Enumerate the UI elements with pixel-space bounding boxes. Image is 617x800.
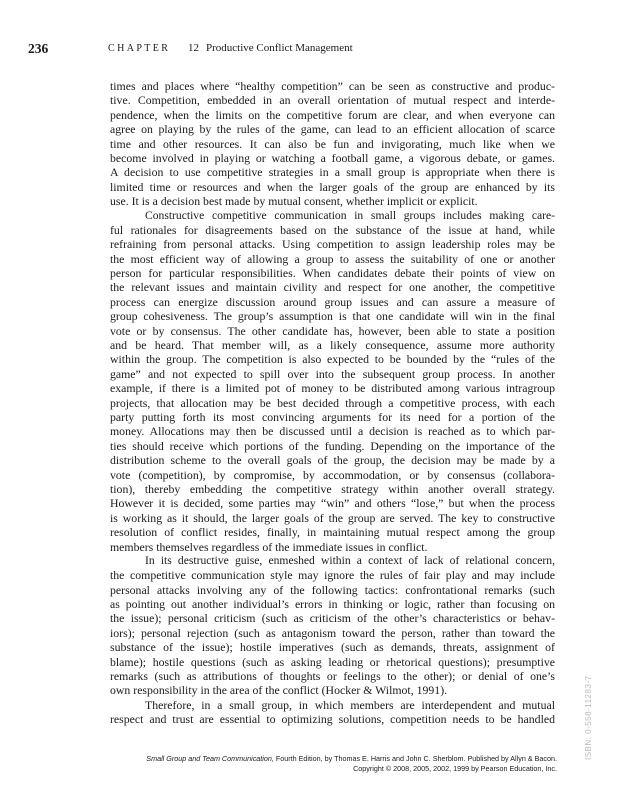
text-line: money. Allocations may then be discussed until a decision is reached as to which par-: [110, 424, 555, 439]
text-line: pendence, when the limits on the competitive forum are clear, and when everyone can: [110, 107, 555, 122]
text-line: the competitive communication style may ignore the rules of fair play and may include: [110, 568, 555, 583]
text-line: limited time or resources and when the larger goals of the group are enhanced by its: [110, 179, 555, 194]
body-text: [110, 79, 555, 727]
text-line: the relevant issues and maintain civility and respect for one another, the competitive: [110, 280, 555, 295]
text-line: own responsibility in the area of the conflict (Hocker & Wilmot, 1991).: [110, 683, 448, 698]
text-line: vote or by consensus. The other candidate has, however, been able to state a position: [110, 323, 555, 338]
text-line: agree on playing by the rules of the game, can lead to an efficient allocation of scarce: [110, 122, 555, 137]
copyright-footer: [146, 754, 557, 774]
chapter-number: 12: [188, 42, 199, 54]
text-line: However it is decided, some parties may “win” and others “lose,” but when the process: [110, 496, 555, 511]
footer-line-2: Copyright © 2008, 2005, 2002, 1999 by Pearson Education, Inc.: [353, 764, 557, 773]
text-line: resolution of conflict resides, finally, in maintaining mutual respect among the group: [110, 525, 555, 540]
text-line: tive. Competition, embedded in an overall orientation of mutual respect and interde-: [110, 93, 555, 108]
text-line: party putting forth its most convincing arguments for its need for a portion of the: [110, 409, 555, 424]
chapter-title: Productive Conflict Management: [206, 42, 353, 54]
text-line: Therefore, in a small group, in which members are interdependent and mutual: [145, 697, 555, 712]
text-line: as pointing out another individual’s errors in thinking or logic, rather than focusing on: [110, 597, 555, 612]
text-line: vote (competition), by compromise, by accommodation, or by consensus (collabora-: [110, 467, 555, 482]
text-line: process can energize discussion around group issues and can assure a measure of: [110, 294, 555, 309]
text-line: the issue); personal criticism (such as criticism of the other’s characteristics or behav-: [110, 611, 555, 626]
text-line: refraining from personal attacks. Using competition to assign leadership roles may be: [110, 237, 555, 252]
text-line: become involved in playing or watching a football game, a vigorous debate, or games.: [110, 150, 555, 165]
text-line: use. It is a decision best made by mutual consent, whether implicit or explicit.: [110, 194, 478, 209]
running-header: [28, 42, 588, 58]
isbn-margin-note: ISBN: 0-558-11283-7: [584, 675, 593, 760]
footer-publication-info: Fourth Edition, by Thomas E. Harris and John C. Sherblom. Published by Allyn & Bacon.: [273, 754, 557, 763]
text-line: tion), thereby embedding the competitive strategy within another overall strategy.: [110, 481, 555, 496]
text-line: members themselves regardless of the immediate issues in conflict.: [110, 539, 428, 554]
footer-book-title: Small Group and Team Communication,: [146, 754, 274, 763]
text-line: person for particular responsibilities. When candidates debate their points of view on: [110, 266, 555, 281]
text-line: time and other resources. It can also be fun and invigorating, much like when we: [110, 136, 555, 151]
text-line: substance of the issue); hostile imperatives (such as demands, threats, assignment of: [110, 640, 555, 655]
text-line: and be heard. That member will, as a likely consequence, assume more authority: [110, 338, 555, 353]
text-line: the most efficient way of allowing a group to assess the suitability of one or another: [110, 251, 555, 266]
text-line: A decision to use competitive strategies in a small group is appropriate when there is: [110, 165, 555, 180]
text-line: example, if there is a limited pot of money to be distributed among various intragroup: [110, 381, 555, 396]
chapter-label: CHAPTER: [108, 43, 171, 54]
text-line: iors); personal rejection (such as antagonism toward the person, rather than toward the: [110, 625, 555, 640]
text-line: respect and trust are essential to optimizing solutions, competition needs to be handled: [110, 712, 555, 727]
text-line: is working as it should, the larger goals of the group are served. The key to constructive: [110, 510, 555, 525]
text-line: In its destructive guise, enmeshed within a context of lack of relational concern,: [145, 553, 555, 567]
text-line: ties should receive which portions of the funding. Depending on the importance of the: [110, 438, 555, 453]
text-line: game” and not expected to spill over into the subsequent group process. In another: [110, 366, 555, 381]
page-number: 236: [28, 41, 49, 56]
footer-line-1: [146, 754, 557, 764]
text-line: projects, that allocation may be best decided through a competitive process, with each: [110, 395, 555, 410]
text-line: Constructive competitive communication in small groups includes making care-: [145, 208, 555, 222]
text-line: distribution scheme to the overall goals of the group, the decision may be made by a: [110, 453, 555, 468]
text-line: personal attacks involving any of the following tactics: confrontational remarks (such: [110, 582, 555, 597]
text-line: group cohesiveness. The group’s assumption is that one candidate will win in the final: [110, 309, 555, 324]
text-line: remarks (such as attributions of thoughts or feelings to the other); or denial of one’s: [110, 669, 555, 684]
text-line: blame); hostile questions (such as asking leading or rhetorical questions); presumptive: [110, 654, 555, 669]
text-line: ful rationales for disagreements based on the substance of the issue at hand, while: [110, 222, 555, 237]
text-line: within the group. The competition is also expected to be bounded by the “rules of the: [110, 352, 555, 367]
text-line: times and places where “healthy competition” can be seen as constructive and produc-: [110, 79, 555, 93]
